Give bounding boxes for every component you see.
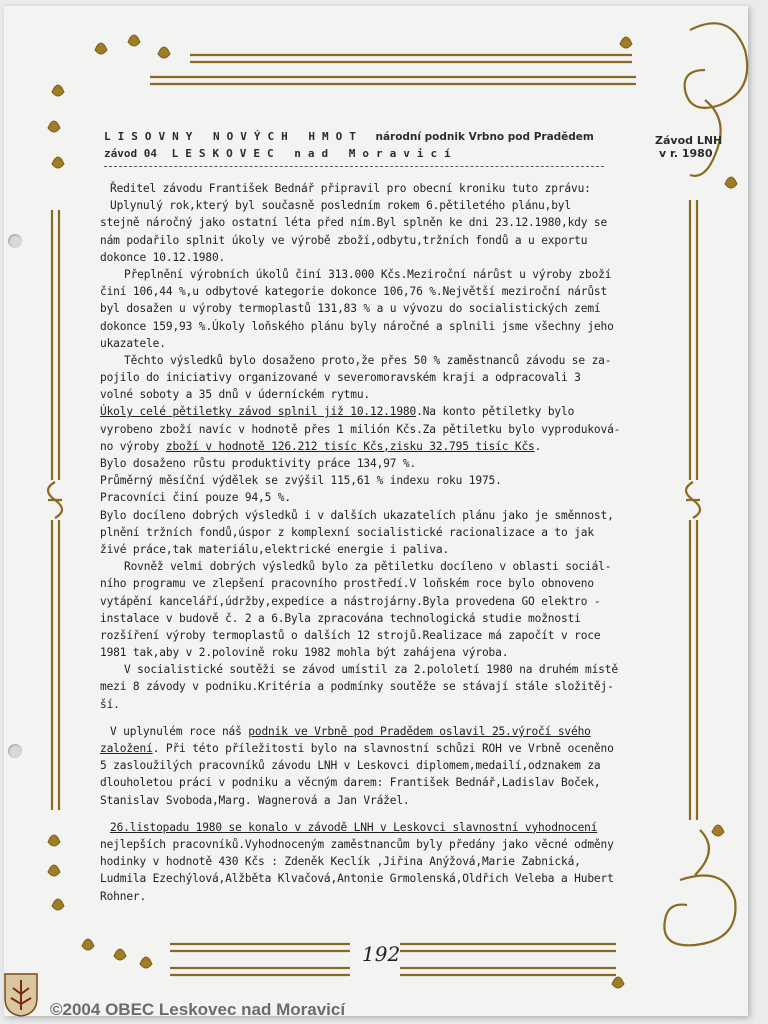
line-text: ního programu ve zlepšení pracovního prostředí.V loňském roce bylo obnoveno bbox=[100, 577, 594, 591]
text-line bbox=[100, 792, 640, 809]
text-line bbox=[100, 352, 640, 369]
page-number: 192 bbox=[362, 942, 401, 966]
underlined-text: Úkoly celé pětiletky závod splnil již 10.12.1980 bbox=[100, 405, 417, 419]
line-text: mezi 8 závody v podniku.Kritéria a podmínky soutěže se stávají stále složitěj- bbox=[100, 680, 614, 694]
text-line bbox=[100, 335, 640, 352]
line-text: Bylo dosaženo růstu produktivity práce 134,97 %. bbox=[100, 457, 417, 470]
text-line bbox=[100, 318, 640, 335]
text-line bbox=[100, 774, 640, 791]
line-text: Průměrný měsíční výdělek se zvýšil 115,61 % indexu roku 1975. bbox=[100, 474, 502, 488]
line-text: Bylo docíleno dobrých výsledků i v dalších ukazatelích plánu jako je směnnost, bbox=[100, 508, 614, 522]
line-text: Stanislav Svoboda,Marg. Wagnerová a Jan Vrážel. bbox=[100, 793, 410, 807]
text-line bbox=[100, 558, 640, 575]
line-text: dlouholetou práci v podniku a věcným darem: František Bednář,Ladislav Boček, bbox=[100, 776, 601, 790]
text-line bbox=[100, 870, 640, 887]
plant-number: závod 04 bbox=[104, 147, 157, 160]
line-text: Přeplnění výrobních úkolů činí 313.000 Kčs.Meziroční nárůst u výroby zboží bbox=[124, 267, 612, 281]
line-text: .Na konto pětiletky bylo bbox=[416, 405, 575, 419]
line-text: Těchto výsledků bylo dosaženo proto,že přes 50 % zaměstnanců závodu se za- bbox=[124, 353, 612, 367]
underlined-text: založení bbox=[100, 742, 153, 755]
text-line bbox=[100, 283, 640, 300]
text-line bbox=[100, 661, 640, 678]
line-text: činí 106,44 %,u odbytové kategorie dokonce 106,76 %.Největší meziroční nárůst bbox=[100, 285, 608, 299]
line-text: rozšíření výroby termoplastů o dalších 12 strojů.Realizace má započít v roce bbox=[100, 628, 601, 642]
text-line bbox=[100, 836, 640, 853]
company-name: LISOVNY NOVÝCH HMOT bbox=[104, 130, 363, 143]
line-text: nám podařilo splnit úkoly ve výrobě zboží,odbytu,tržních fondů a u exportu bbox=[100, 233, 588, 247]
text-line bbox=[100, 421, 640, 438]
text-line bbox=[100, 723, 640, 740]
text-line bbox=[100, 575, 640, 592]
text-line bbox=[100, 455, 640, 472]
line-text: byl dosažen u výroby termoplastů 131,83 % a u vývozu do socialistických zemí bbox=[100, 302, 601, 316]
line-prefix: no výroby bbox=[100, 439, 166, 453]
paragraph-gap bbox=[100, 713, 640, 723]
line-text: dokonce 159,93 %.Úkoly loňského plánu byly náročné a splnili jsme všechny jeho bbox=[100, 319, 614, 333]
line-text: plnění tržních fondů,úspor z komplexní socialistické racionalizace a to jak bbox=[100, 525, 594, 539]
text-line bbox=[100, 593, 640, 610]
underlined-text: podnik ve Vrbně pod Pradědem oslavil 25.výročí svého bbox=[248, 724, 591, 738]
document-header bbox=[104, 130, 624, 167]
text-line bbox=[100, 740, 640, 757]
line-prefix: V uplynulém roce náš bbox=[110, 724, 249, 738]
enterprise-name: národní podnik Vrbno pod Pradědem bbox=[375, 131, 594, 143]
text-line bbox=[100, 232, 640, 249]
text-line bbox=[100, 627, 640, 644]
text-line bbox=[100, 403, 640, 420]
underlined-text: 26.listopadu 1980 se konalo v závodě LNH v Leskovci slavnostní vyhodnocení bbox=[110, 820, 598, 834]
underlined-text: zboží v hodnotě 126.212 tisíc Kčs,zisku 32.795 tisíc Kčs bbox=[165, 439, 535, 453]
text-line bbox=[100, 438, 640, 455]
text-line bbox=[100, 472, 640, 489]
line-text: vyrobeno zboží navíc v hodnotě přes 1 milión Kčs.Za pětiletku bylo vyproduková- bbox=[100, 422, 621, 436]
plant-label bbox=[655, 134, 722, 160]
line-text: stejně náročný jako ostatní léta před ním.Byl splněn ke dni 23.12.1980,kdy se bbox=[100, 216, 608, 230]
text-line bbox=[100, 524, 640, 541]
text-line bbox=[100, 214, 640, 231]
line-text: Rohner. bbox=[100, 889, 147, 903]
line-text: ukazatele. bbox=[100, 336, 166, 350]
text-line bbox=[100, 180, 640, 197]
text-line bbox=[100, 369, 640, 386]
line-text: V socialistické soutěži se závod umístil za 2.pololetí 1980 na druhém místě bbox=[124, 663, 618, 677]
village-coat-of-arms-logo bbox=[3, 972, 39, 1018]
text-line bbox=[100, 678, 640, 695]
text-line bbox=[100, 197, 640, 214]
line-text: Ředitel závodu František Bednář připravil pro obecní kroniku tuto zprávu: bbox=[110, 182, 591, 195]
text-line bbox=[100, 757, 640, 774]
line-text: Rovněž velmi dobrých výsledků bylo za pětiletku docíleno v oblasti sociál- bbox=[124, 560, 612, 574]
text-line bbox=[100, 610, 640, 627]
text-line bbox=[100, 249, 640, 266]
line-text: pojilo do iniciativy organizované v severomoravském kraji a odpracovali 3 bbox=[100, 371, 581, 385]
text-line bbox=[100, 541, 640, 558]
line-text: vytápění kanceláří,údržby,expedice a nástrojárny.Byla provedena GO elektro - bbox=[100, 594, 601, 608]
text-line bbox=[100, 853, 640, 870]
line-text: 1981 tak,aby v 2.polovině roku 1982 mohla být zahájena výroba. bbox=[100, 646, 509, 660]
text-line bbox=[100, 266, 640, 283]
line-text: 5 zasloužilých pracovníků závodu LNH v Leskovci diplomem,medailí,odznakem za bbox=[100, 759, 601, 773]
plant-place: LESKOVEC nad Moravicí bbox=[171, 147, 458, 160]
line-text: dokonce 10.12.1980. bbox=[100, 250, 226, 264]
line-text: instalace v budově č. 2 a 6.Byla zpracována technologická studie možnosti bbox=[100, 611, 581, 625]
line-text: volné soboty a 35 dnů v úderníckém rytmu. bbox=[100, 388, 371, 402]
line-text: Uplynulý rok,který byl současně posledním rokem 6.pětiletého plánu,byl bbox=[110, 199, 571, 213]
line-text: Pracovníci činí pouze 94,5 %. bbox=[100, 491, 291, 505]
line-text: hodinky v hodnotě 430 Kčs : Zdeněk Keclík ,Jiřina Anýžová,Marie Zabnická, bbox=[100, 855, 581, 869]
text-line bbox=[100, 888, 640, 905]
text-line bbox=[100, 644, 640, 661]
line-text: . Při této příležitosti bylo na slavnostní schůzi ROH ve Vrbně oceněno bbox=[152, 742, 614, 755]
line-text: nejlepších pracovníků.Vyhodnoceným zaměstnancům byly předány jako věcné odměny bbox=[100, 837, 614, 851]
line-text: ší. bbox=[100, 697, 120, 711]
text-line bbox=[100, 489, 640, 506]
header-divider bbox=[104, 166, 604, 167]
text-line bbox=[100, 696, 640, 713]
line-text: Ludmila Ezechýlová,Alžběta Klvačová,Antonie Grmolenská,Oldřich Veleba a Hubert bbox=[100, 872, 614, 886]
line-text: . bbox=[534, 439, 542, 453]
text-line bbox=[100, 300, 640, 317]
plant-year: v r. 1980 bbox=[659, 147, 713, 160]
line-text: živé práce,tak materiálu,elektrické energie i paliva. bbox=[100, 542, 450, 556]
plant-short: Závod LNH bbox=[655, 134, 723, 147]
copyright-watermark: ©2004 OBEC Leskovec nad Moravicí bbox=[50, 1000, 346, 1019]
text-line bbox=[100, 819, 640, 836]
text-line bbox=[100, 507, 640, 524]
text-line bbox=[100, 386, 640, 403]
paragraph-gap bbox=[100, 809, 640, 819]
report-body bbox=[100, 180, 640, 905]
